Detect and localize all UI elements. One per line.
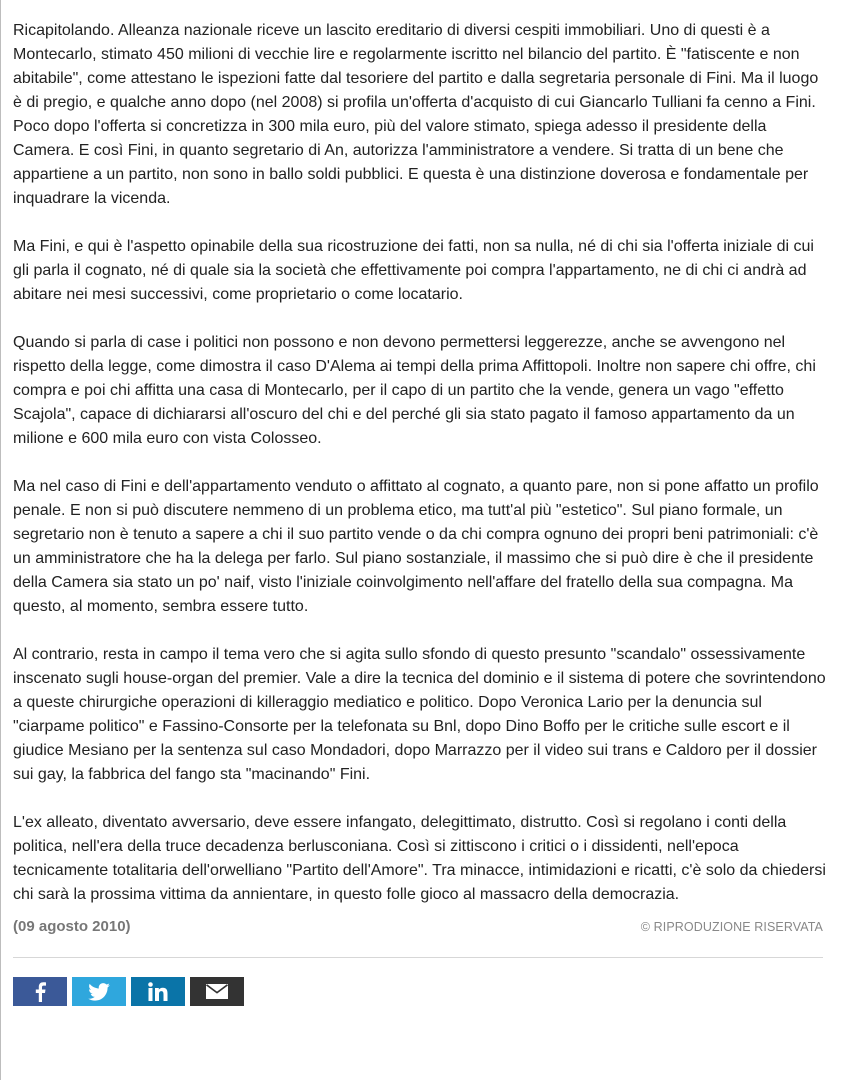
publication-date: (09 agosto 2010)	[13, 918, 131, 935]
left-border	[0, 0, 1, 1080]
twitter-icon	[88, 983, 110, 1001]
email-share-button[interactable]	[190, 977, 244, 1006]
article-paragraph: Ricapitolando. Alleanza nazionale riceve un lascito ereditario di diversi cespiti immobiliari. Uno di questi è a Montecarlo, stimato 450 milioni di vecchie lire e regolarmente iscritto nel bilancio del partito. È "fatiscente e non abitabile", come attestano le ispezioni fatte dal tesoriere del partito e dalla segretaria personale di Fini. Ma il luogo è di pregio, e qualche anno dopo (nel 2008) si profila un'offerta d'acquisto di cui Giancarlo Tulliani fa cenno a Fini. Poco dopo l'offerta si concretizza in 300 mila euro, più del valore stimato, spiega adesso il presidente della Camera. E così Fini, in quanto segretario di An, autorizza l'amministratore a vendere. Si tratta di un bene che appartiene a un partito, non sono in ballo soldi pubblici. E questa è una distinzione doverosa e fondamentale per inquadrare la vicenda.	[13, 22, 819, 207]
article-paragraph: Al contrario, resta in campo il tema vero che si agita sullo sfondo di questo presunto "scandalo" ossessivamente inscenato sugli house-organ del premier. Vale a dire la tecnica del dominio e il sistema di potere che sovrintendono a queste chirurgiche operazioni di killeraggio mediatico e politico. Dopo Veronica Lario per la denuncia sul "ciarpame politico" e Fassino-Consorte per la telefonata su Bnl, dopo Dino Boffo per le critiche sulle escort e il giudice Mesiano per la sentenza sul caso Mondadori, dopo Marrazzo per il video sui trans e Caldoro per il dossier sui gay, la fabbrica del fango sta "macinando" Fini.	[13, 646, 826, 783]
email-icon	[206, 984, 228, 999]
linkedin-icon	[148, 982, 168, 1001]
facebook-share-button[interactable]	[13, 977, 67, 1006]
article-body	[13, 19, 828, 907]
article-paragraph: Quando si parla di case i politici non possono e non devono permettersi leggerezze, anche se avvengono nel rispetto della legge, come dimostra il caso D'Alema ai tempi della prima Affittopoli. Inoltre non sapere chi offre, chi compra e poi chi affitta una casa di Montecarlo, per il capo di un partito che la vende, genera un vago "effetto Scajola", capace di dichiararsi all'oscuro del chi e del perché gli sia stato pagato il famoso appartamento da un milione e 600 mila euro con vista Colosseo.	[13, 334, 816, 447]
article-meta	[13, 915, 823, 939]
linkedin-share-button[interactable]	[131, 977, 185, 1006]
facebook-icon	[34, 982, 46, 1002]
copyright-notice: © RIPRODUZIONE RISERVATA	[640, 920, 823, 934]
twitter-share-button[interactable]	[72, 977, 126, 1006]
article-paragraph: Ma Fini, e qui è l'aspetto opinabile della sua ricostruzione dei fatti, non sa nulla, né di chi sia l'offerta iniziale di cui gli parla il cognato, né di quale sia la società che effettivamente poi compra l'appartamento, ne di chi ci andrà ad abitare nei mesi successivi, come proprietario o come locatario.	[13, 238, 814, 303]
divider	[13, 957, 823, 958]
article-paragraph: Ma nel caso di Fini e dell'appartamento venduto o affittato al cognato, a quanto pare, non si pone affatto un profilo penale. E non si può discutere nemmeno di un problema etico, ma tutt'al più "estetico". Sul piano formale, un segretario non è tenuto a sapere a chi il suo partito vende o da chi compra ognuno dei propri beni patrimoniali: c'è un amministratore che ha la delega per farlo. Sul piano sostanziale, il massimo che si può dire è che il presidente della Camera sia stato un po' naif, visto l'iniziale coinvolgimento nell'affare del fratello della sua compagna. Ma questo, al momento, sembra essere tutto.	[13, 478, 819, 615]
share-bar	[13, 977, 244, 1006]
article-paragraph: L'ex alleato, diventato avversario, deve essere infangato, delegittimato, distrutto. Così si regolano i conti della politica, nell'era della truce decadenza berlusconiana. Così si zittiscono i critici o i dissidenti, nell'epoca tecnicamente totalitaria dell'orwelliano "Partito dell'Amore". Tra minacce, intimidazioni e ricatti, c'è solo da chiedersi chi sarà la prossima vittima da annientare, in questo folle gioco al massacro della democrazia.	[13, 814, 826, 903]
